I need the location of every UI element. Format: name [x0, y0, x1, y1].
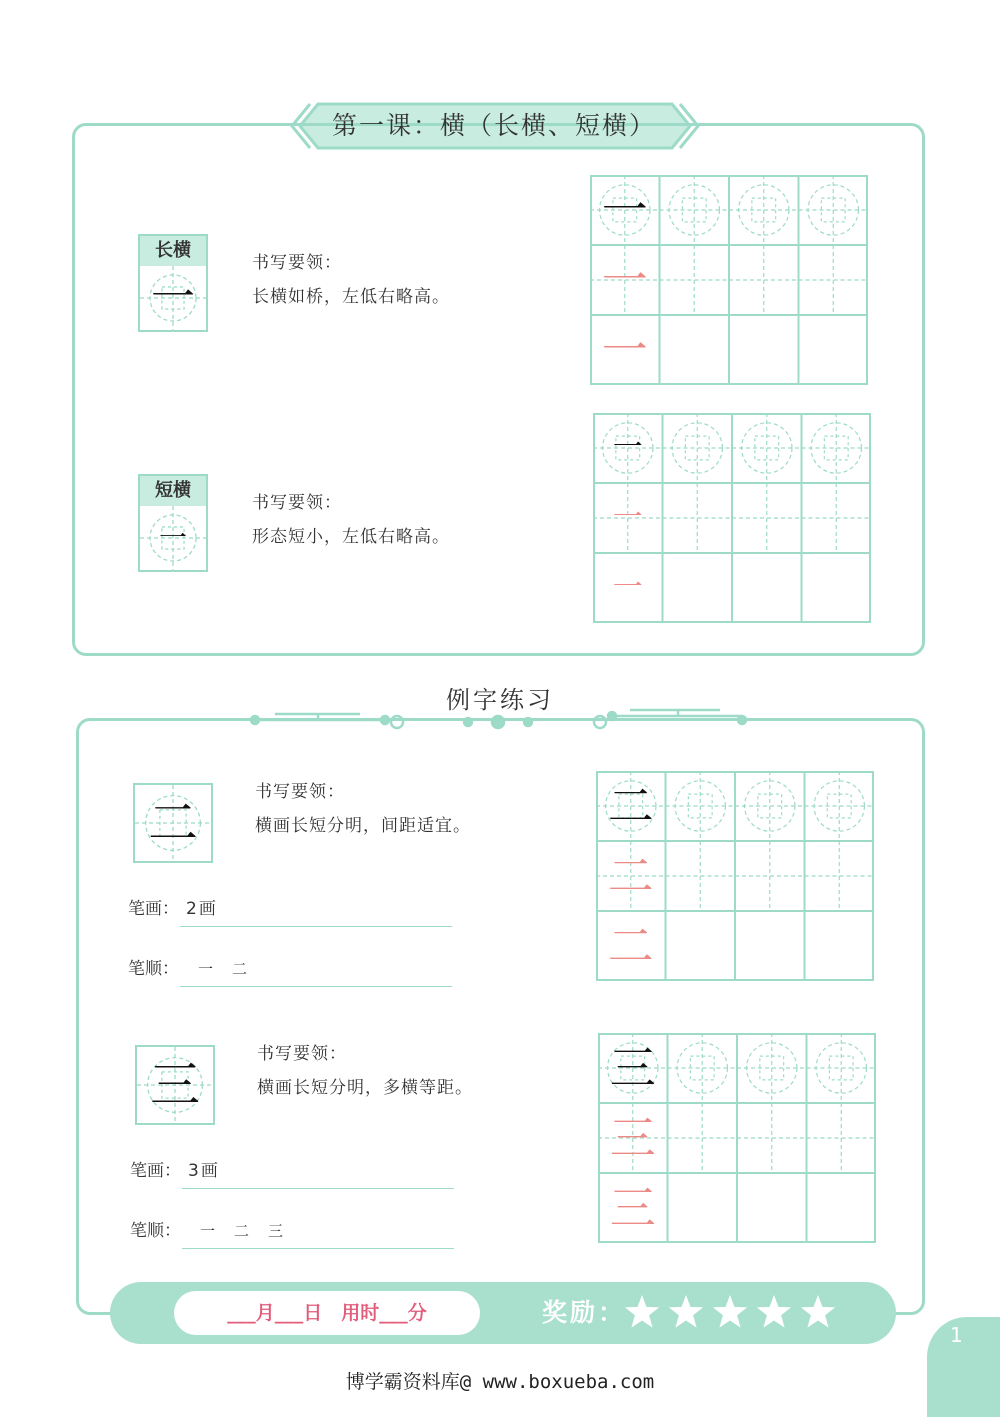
page-number: 1 — [950, 1323, 963, 1347]
stroke-count-label: 笔画： — [130, 1161, 181, 1181]
stroke-count-value: 3画 — [188, 1161, 220, 1181]
stroke-model-char: 一 — [158, 521, 187, 554]
tips-heading: 书写要领： — [257, 1044, 347, 1064]
stroke-order-field[interactable] — [128, 955, 448, 983]
trace-char: 三 — [609, 1181, 656, 1235]
trace-char: 一 — [612, 500, 643, 535]
trace-char: 一 — [601, 323, 648, 377]
trace-char: 一 — [601, 253, 648, 307]
stroke-count-field[interactable] — [128, 895, 448, 923]
date-time-pill[interactable] — [174, 1291, 480, 1335]
trace-char: 一 — [612, 570, 643, 605]
tips-text: 形态短小，左低右略高。 — [252, 527, 450, 547]
stroke-model-cell — [140, 506, 206, 570]
tips-text: 横画长短分明，多横等距。 — [257, 1078, 473, 1098]
trace-char: 三 — [609, 1111, 656, 1165]
star-icon[interactable] — [622, 1293, 662, 1333]
tips-text: 长横如桥，左低右略高。 — [252, 287, 450, 307]
stroke-order-field[interactable] — [130, 1217, 450, 1245]
stroke-tips-short-horizontal — [252, 486, 450, 554]
stroke-count-label: 笔画： — [128, 899, 179, 919]
model-char: 三 — [609, 1041, 656, 1095]
stroke-order-label: 笔顺： — [130, 1221, 181, 1241]
field-underline — [180, 986, 452, 987]
stroke-tips-long-horizontal — [252, 246, 450, 314]
example-char-box — [133, 783, 213, 863]
example-tips — [257, 1037, 473, 1105]
star-icon[interactable] — [754, 1293, 794, 1333]
stroke-order-value: 一 二 — [198, 960, 250, 978]
stroke-count-field[interactable] — [130, 1157, 450, 1185]
tips-heading: 书写要领： — [252, 493, 342, 513]
stroke-badge-label: 短横 — [140, 476, 206, 506]
practice-grid-san — [598, 1033, 876, 1243]
trace-char: 二 — [607, 919, 654, 973]
star-icon[interactable] — [798, 1293, 838, 1333]
star-icon[interactable] — [666, 1293, 706, 1333]
stroke-count-value: 2画 — [186, 899, 218, 919]
practice-grid-short-horizontal — [593, 413, 871, 623]
stroke-order-value: 一 二 三 — [200, 1222, 286, 1240]
example-char: 二 — [148, 794, 198, 852]
tips-text: 横画长短分明，间距适宜。 — [255, 816, 471, 836]
reward-label: 奖励： — [542, 1298, 627, 1327]
star-icon[interactable] — [710, 1293, 750, 1333]
stroke-model-char: 一 — [151, 272, 195, 323]
field-underline — [182, 1248, 454, 1249]
example-char: 三 — [150, 1056, 200, 1114]
example-char-box — [135, 1045, 215, 1125]
model-char: 一 — [612, 430, 643, 465]
reward-stars — [622, 1292, 842, 1334]
stroke-order-label: 笔顺： — [128, 959, 179, 979]
model-char: 二 — [607, 779, 654, 833]
model-char: 一 — [601, 183, 648, 237]
stroke-badge-label: 长横 — [140, 236, 206, 266]
field-underline — [182, 1188, 454, 1189]
stroke-badge-short-horizontal — [138, 474, 208, 572]
lesson-title: 第一课：横（长横、短横） — [331, 111, 656, 140]
practice-grid-long-horizontal — [590, 175, 868, 385]
lesson-title-banner — [298, 104, 690, 148]
example-tips — [255, 775, 471, 843]
footer-bar — [110, 1282, 896, 1344]
field-underline — [180, 926, 452, 927]
tips-heading: 书写要领： — [255, 782, 345, 802]
stroke-model-cell — [140, 266, 206, 330]
stroke-badge-long-horizontal — [138, 234, 208, 332]
examples-section-title: 例字练习 — [446, 686, 554, 714]
tips-heading: 书写要领： — [252, 253, 342, 273]
date-time-text: ___月___日 用时___分 — [227, 1302, 427, 1324]
watermark: 博学霸资料库@ www.boxueba.com — [345, 1371, 655, 1393]
trace-char: 二 — [607, 849, 654, 903]
practice-grid-er — [596, 771, 874, 981]
